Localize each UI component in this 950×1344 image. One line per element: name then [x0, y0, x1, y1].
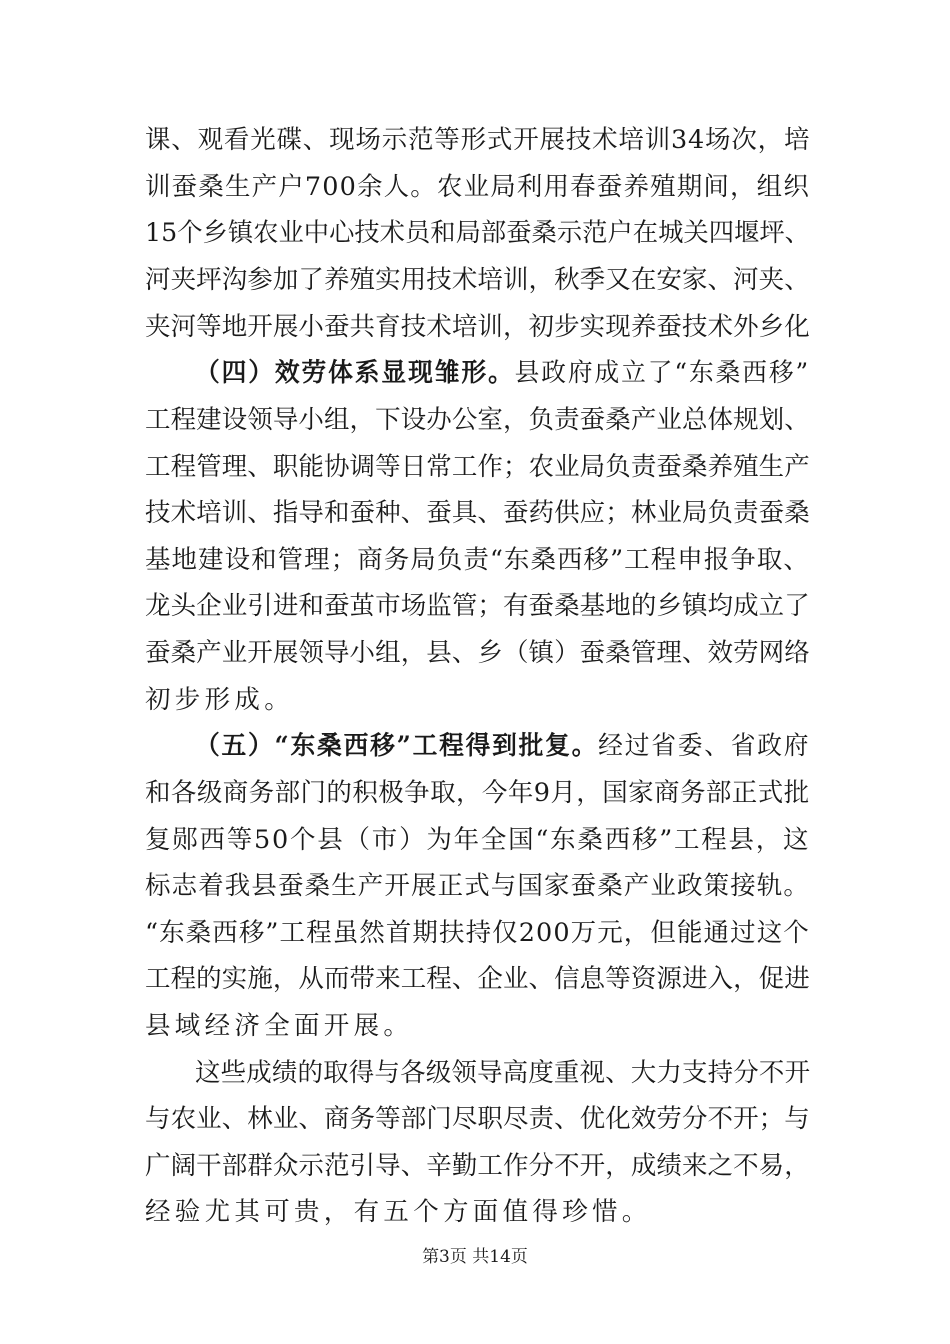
body-line: 工程管理、职能协调等日常工作；农业局负责蚕桑养殖生产 — [145, 452, 810, 482]
page-number-footer: 第3页 共14页 — [422, 1247, 528, 1267]
body-line: 课、观看光碟、现场示范等形式开展技术培训34场次，培 — [145, 125, 811, 155]
body-line: 标志着我县蚕桑生产开展正式与国家蚕桑产业政策接轨。 — [145, 871, 811, 901]
body-line: 基地建设和管理；商务局负责“东桑西移”工程申报争取、 — [145, 545, 810, 575]
paragraph-5-first-line — [195, 731, 811, 761]
body-line: 龙头企业引进和蚕茧市场监管；有蚕桑基地的乡镇均成立了 — [145, 591, 810, 621]
body-line: 工程建设领导小组，下设办公室，负责蚕桑产业总体规划、 — [145, 405, 810, 435]
body-line: 蚕桑产业开展领导小组，县、乡（镇）蚕桑管理、效劳网络 — [145, 638, 810, 668]
paragraph-5-first-line-text: 经过省委、省政府 — [598, 731, 811, 761]
body-line: 初步形成。 — [145, 685, 295, 715]
body-line: 河夹坪沟参加了养殖实用技术培训，秋季又在安家、河夹、 — [145, 265, 810, 295]
body-line: 复郧西等50个县（市）为年全国“东桑西移”工程县，这 — [145, 825, 811, 855]
body-line: 训蚕桑生产户700余人。农业局利用春蚕养殖期间，组织 — [145, 172, 810, 202]
body-line: 15个乡镇农业中心技术员和局部蚕桑示范户在城关四堰坪、 — [145, 218, 810, 248]
body-line: 这些成绩的取得与各级领导高度重视、大力支持分不开 — [195, 1058, 811, 1088]
body-line: 经验尤其可贵，有五个方面值得珍惜。 — [145, 1197, 652, 1227]
body-line: 技术培训、指导和蚕种、蚕具、蚕药供应；林业局负责蚕桑 — [145, 498, 810, 528]
body-line: 与农业、林业、商务等部门尽职尽责、优化效劳分不开；与 — [145, 1104, 810, 1134]
paragraph-4-heading: （四）效劳体系显现雏形。 — [195, 358, 515, 388]
body-line: 广阔干部群众示范引导、辛勤工作分不开，成绩来之不易， — [145, 1151, 810, 1181]
paragraph-5-heading: （五）“东桑西移”工程得到批复。 — [195, 731, 599, 761]
body-line: 夹河等地开展小蚕共育技术培训，初步实现养蚕技术外乡化 — [145, 312, 810, 342]
body-line: 和各级商务部门的积极争取，今年9月，国家商务部正式批 — [145, 778, 810, 808]
body-line: “东桑西移”工程虽然首期扶持仅200万元，但能通过这个 — [145, 918, 810, 948]
paragraph-4-first-line-text: 县政府成立了“东桑西移” — [514, 358, 811, 388]
body-line: 县域经济全面开展。 — [145, 1011, 414, 1041]
paragraph-4-first-line — [195, 358, 811, 388]
body-line: 工程的实施，从而带来工程、企业、信息等资源进入，促进 — [145, 964, 810, 994]
